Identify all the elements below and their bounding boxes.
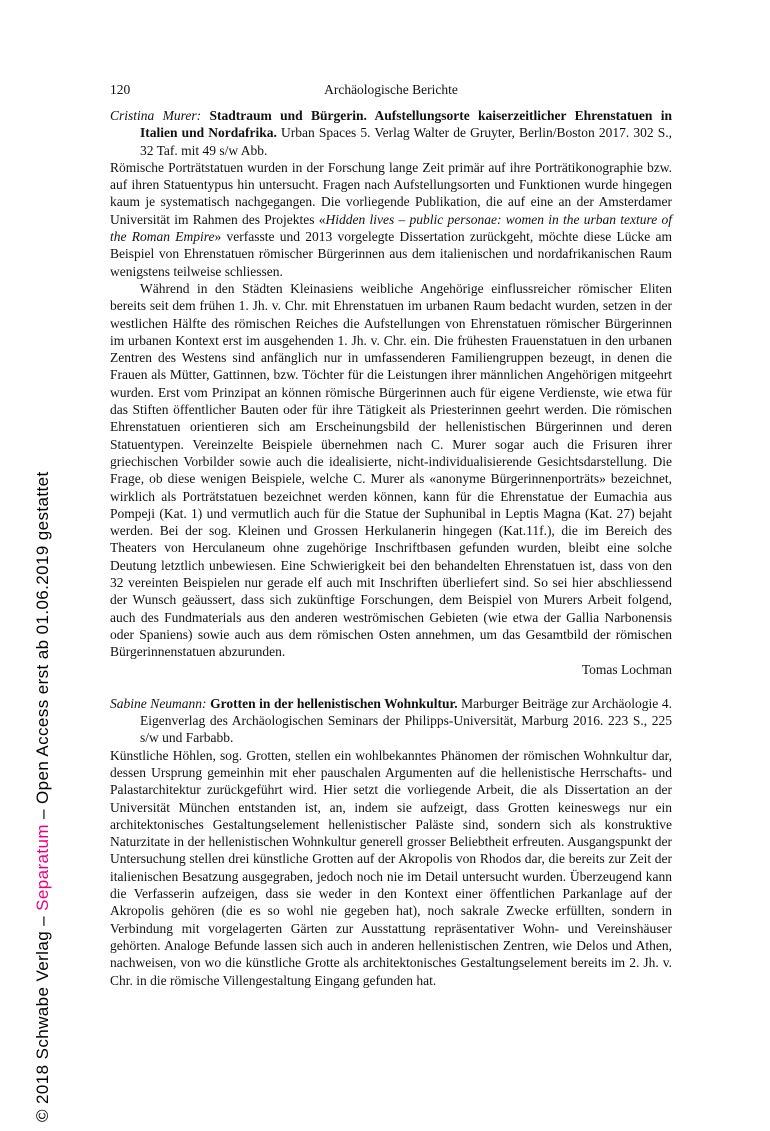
review-heading xyxy=(110,107,672,159)
text-run: Marburger Beiträge zur Archäologie 4. Eigenverlag des Archäologischen Seminars der Philipps-Universität, Marburg 2016. 223 S., 225 s/w und Farbabb. xyxy=(140,695,672,746)
page-header xyxy=(110,82,672,100)
journal-title: Archäologische Berichte xyxy=(324,82,458,97)
text-run: Hidden lives – public personae: women in the urban texture of the Roman Empire xyxy=(110,211,672,245)
review-paragraph xyxy=(110,159,672,280)
reviews-container xyxy=(110,107,672,989)
text-run: Während in den Städten Kleinasiens weibliche Angehörige einflussreicher römischer Eliten bereits seit dem frühen 1. Jh. v. Chr. mit Ehrenstatuen im urbanen Raum bedacht wurden, setzen in der westlichen Hälfte des römischen Reiches die Aufstellungen von Ehrenstatuen römischer Bürgerinnen im urbanen Kontext erst im ausgehenden 1. Jh. v. Chr. ein. Die frühesten Frauenstatuen in den urbanen Zentren des Westens sind anfänglich nur in umfassenderen Familiengruppen bezeugt, in denen die Frauen als Mütter, Gattinnen, bzw. Töchter für die Leistungen ihrer männlichen Angehörigen mitgeehrt wurden. Erst vom Prinzipat an können römische Bürgerinnen auch für eigene Verdienste, wie etwa für das Stiften öffentlicher Bauten oder für ihre Tätigkeit als Priesterinnen geehrt werden. Die römischen Ehrenstatuen orientieren sich am Erscheinungsbild der hellenistischen Bürgerinnen und deren Statuentypen. Vereinzelte Beispiele übernehmen nach C. Murer sogar auch die Frisuren ihrer griechischen Vorbilder sowie auch die idealisierte, nicht-individualisierende Gesichtsdarstellung. Die Frage, ob diese wenigen Beispiele, welche C. Murer als «anonyme Bürgerinnenporträts» bezeichnet, wirklich als Porträtstatuen bezeichnet werden können, kann für die Ehrenstatue der Eumachia aus Pompeji (Kat. 1) und vermutlich auch für die Statue der Suphunibal in Leptis Magna (Kat. 27) bejaht werden. Bei der sog. Kleinen und Grossen Herkulanerin hingegen (Kat.11f.), die im Bereich des Theaters von Herculaneum ohne zugehörige Inschriftbasen gefunden wurden, bleibt eine solche Deutung letztlich unbewiesen. Eine Schwierigkeit bei den behandelten Ehrenstatuen ist, dass von den 32 vereinten Beispielen nur gerade elf auch mit Inschriften überliefert sind. So sei hier abschliessend der Wunsch geäussert, dass sich zukünftige Forschungen, dem Beispiel von Murers Arbeit folgend, auch des Fundmaterials aus den anderen weströmischen Gebieten (wie etwa der Gallia Narbonensis oder Spaniens) sowie auch aus dem römischen Osten annehmen, um das Gesamtbild der römischen Bürgerinnenstatuen abzurunden. xyxy=(110,280,672,660)
text-run: Urban Spaces 5. Verlag Walter de Gruyter, Berlin/Boston 2017. 302 S., 32 Taf. mit 49 s/w Abb. xyxy=(140,125,672,158)
text-run: Sabine Neumann: xyxy=(110,695,211,711)
copyright-prefix: © 2018 Schwabe Verlag – xyxy=(33,910,52,1122)
review-heading xyxy=(110,695,672,747)
page-content xyxy=(110,82,672,989)
text-run: Römische Porträtstatuen wurden in der Forschung lange Zeit primär auf ihre Porträtikonographie bzw. auf ihren Statuentypus hin untersucht. Fragen nach Aufstellungsorten und Funktionen wurde hingegen kaum je systematisch nachgegangen. Die vorliegende Publikation, die auf eine an der Amsterdamer Universität im Rahmen des Projektes « xyxy=(110,159,672,227)
text-run: Stadtraum und Bürgerin. Aufstellungsorte kaiserzeitlicher Ehrenstatuen in Italien und Nordafrika. xyxy=(140,108,672,141)
text-run: Künstliche Höhlen, sog. Grotten, stellen ein wohlbekanntes Phänomen der römischen Wohnkultur dar, dessen Ursprung gemeinhin mit eher pauschalen Argumenten auf die hellenistische Herrschafts- und Palastarchitektur zurückgeführt wird. Hier setzt die vorliegende Arbeit, die als Dissertation an der Universität München entstanden ist, an, indem sie aufzeigt, dass Grotten keineswegs nur ein architektonisches Gestaltungselement hellenistischer Paläste sind, sondern sich als konstruktive Naturzitate in der hellenistischen Wohnkultur generell grosser Beliebtheit erfreuten. Ausgangspunkt der Untersuchung stellen drei künstliche Grotten auf der Akropolis von Rhodos dar, die bereits zur Zeit der italienischen Besatzung ausgegraben, jedoch noch nie im Detail untersucht wurden. Überzeugend kann die Verfasserin aufzeigen, dass sie weder in den Kontext einer öffentlichen Parkanlage auf der Akropolis gehören (die es so wohl nie gegeben hat), noch sakrale Zwecke erfüllten, sondern in Verbindung mit vorgelagerten Gärten zur Ausstattung repräsentativer Wohn- und Vereinshäuser gehörten. Analoge Befunde lassen sich auch in anderen hellenistischen Zentren, wie Delos und Athen, nachweisen, von wo die künstliche Grotte als architektonisches Gestaltungselement bereits im 2. Jh. v. Chr. in die römische Villengestaltung Eingang gefunden hat. xyxy=(110,747,672,988)
review-paragraph xyxy=(110,747,672,989)
review-paragraph xyxy=(110,280,672,661)
copyright-sidebar xyxy=(33,471,53,1122)
text-run: Cristina Murer: xyxy=(110,108,210,123)
separatum-label: Separatum xyxy=(33,824,52,911)
page-number: 120 xyxy=(110,82,131,97)
reviewer-name: Tomas Lochman xyxy=(581,661,672,677)
text-run: » verfasste und 2013 vorgelegte Dissertation zurückgeht, möchte diese Lücke am Beispiel von Ehrenstatuen römischer Bürgerinnen aus dem italienischen und nordafrikanischen Raum wenigstens teilweise schliessen. xyxy=(110,229,672,279)
text-run: Grotten in der hellenistischen Wohnkultur. xyxy=(210,695,458,711)
copyright-suffix: – Open Access erst ab 01.06.2019 gestattet xyxy=(33,471,52,825)
book-review xyxy=(110,107,672,678)
book-review xyxy=(110,695,672,989)
